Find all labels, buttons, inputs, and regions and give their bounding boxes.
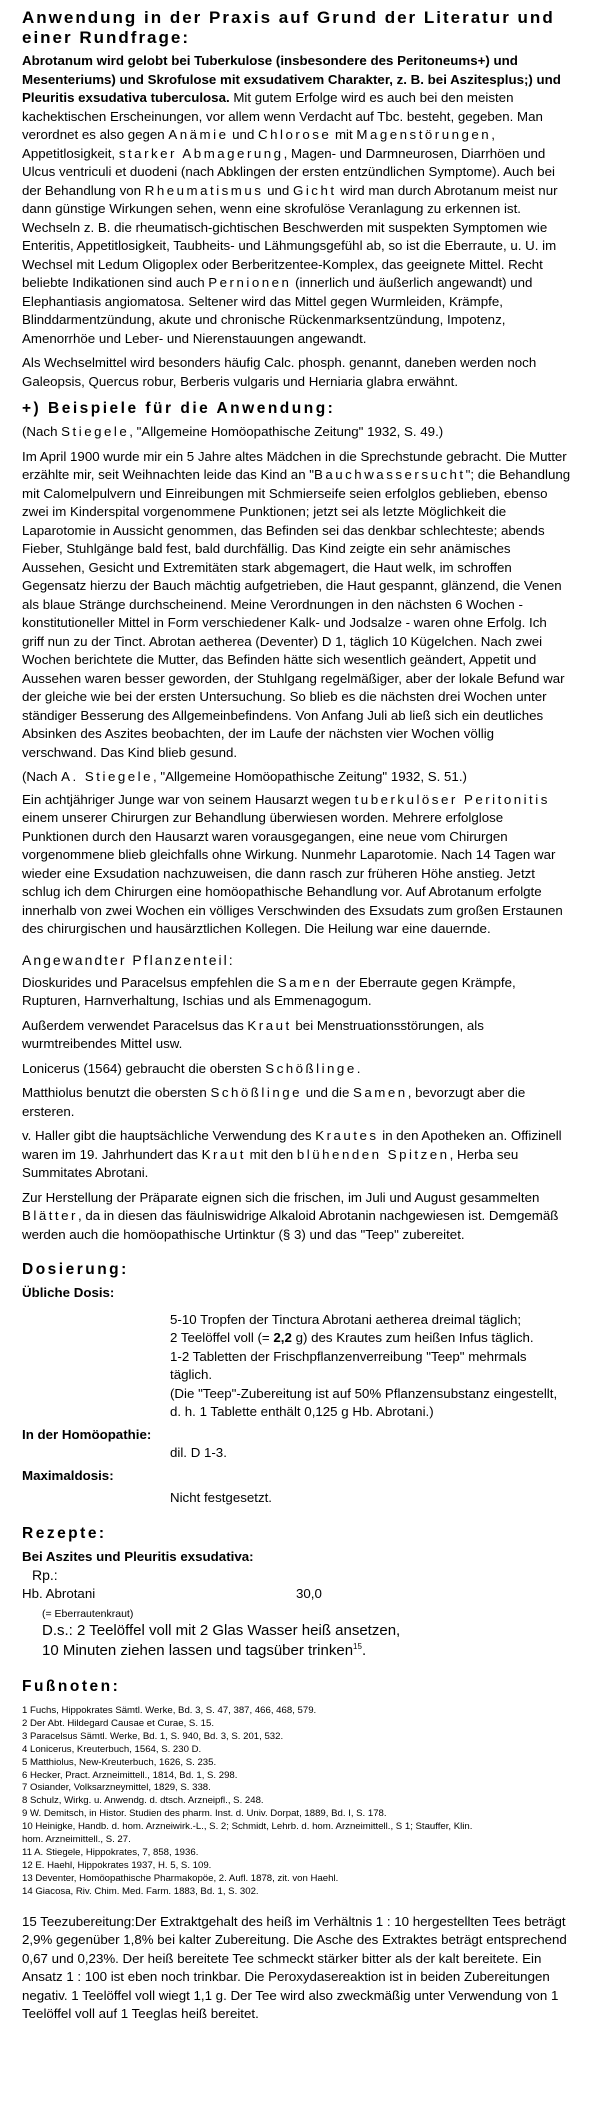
spaced-emphasis: Schößlinge [210,1085,303,1100]
pflanzenteil-p1 [22,974,571,1011]
dose-line-2-bold: 2,2 [273,1330,292,1345]
footnote-item: 9 W. Demitsch, in Histor. Studien des pharm. Inst. d. Univ. Dorpat, 1889, Bd. I, S. 178. [22,1808,387,1820]
spaced-emphasis: Gicht [293,182,337,198]
case1-reference [22,423,571,442]
homoeopathie-label: In der Homöopathie: [22,1426,152,1442]
maximaldosis-label: Maximaldosis: [22,1467,114,1483]
rezept-rp: Rp.: [32,1567,58,1583]
dose-line-2 [170,1329,571,1348]
text-run: wird man durch Abrotanum meist nur dann günstige Wirkungen sehen, wenn eine skrofulöse Veranlagung zu erkennen ist. Wechseln z. B. die rheumatisch-gichtischen Beschwerden mit suspekten Symptomen wie Enteritis, Appetitlosigkeit, Taubheits- und Lähmungsgefühl ab, so ist die Eberraute, u. U. im Wechsel mit Ledum Oligoplex oder Berberitzentee-Komplex, das geeignete Mittel. Recht beliebte Indikationen sind auch [22,182,558,290]
dose-line-2-a: 2 Teelöffel voll (= [170,1330,274,1345]
text-run: (Nach [22,424,62,439]
ubliche-dosis-values [170,1311,571,1422]
rezept-ds-line-2-end: . [361,1642,367,1659]
footnote-item: 4 Lonicerus, Kreuterbuch, 1564, S. 230 D. [22,1743,202,1755]
pflanzenteil-p2 [22,1017,571,1054]
text-run: v. Haller gibt die hauptsächliche Verwendung des [22,1128,316,1143]
footnote-item: 7 Osiander, Volksarzneymittel, 1829, S. 338. [22,1782,211,1794]
spaced-emphasis: Samen [277,974,333,990]
spaced-emphasis: A. Stiegele [61,769,153,784]
dose-line-3: 1-2 Tabletten der Frischpflanzenverreibung "Teep" mehrmals täglich. [170,1348,527,1382]
text-run: . [356,1060,361,1076]
rezept-ds-line-2-text: 10 Minuten ziehen lassen und tagsüber trinken [42,1642,354,1659]
footnote-item: 6 Hecker, Pract. Arzneimittell., 1814, Bd. 1, S. 298. [22,1769,238,1781]
text-run: , da in diesen das fäulniswidrige Alkaloid Abrotanin nachgewiesen ist. Demgemäß werden auch die homöopathische Urtinktur (§ 3) und das "Teep" zubereitet. [22,1208,559,1242]
text-run: und die [302,1085,354,1100]
spaced-emphasis: Kraut [201,1146,246,1162]
text-run: Matthiolus benutzt die obersten [22,1085,211,1100]
rezept-item-row [22,1585,571,1604]
dose-line-1: 5-10 Tropfen der Tinctura Abrotani aetherea dreimal täglich; [170,1311,522,1327]
footnote-list [22,1705,571,1899]
spaced-emphasis: starker Abmagerung [118,145,284,161]
case2-reference [22,768,571,787]
maximaldosis-value: Nicht festgesetzt. [170,1490,272,1505]
spaced-emphasis: Schößlinge [265,1060,357,1076]
spaced-emphasis: Stiegele [61,424,130,439]
pflanzenteil-p3 [22,1060,571,1079]
pflanzenteil-p4 [22,1084,571,1121]
spaced-emphasis: Pernionen [208,275,292,290]
text-run: einem unserer Chirurgen zur Behandlung überwiesen worden. Mehrere erfolglose Punktionen durch den Hausarzt waren vorausgegangen, eine neue vom Chirurgen vorgenommene blieb gleichfalls ohne Wirkung. Nunmehr Laparotomie. Nach 14 Tagen war wieder eine Exsudation nachzuweisen, die dann rasch zur früheren Höhe anstieg. Jetzt schlug ich dem Chirurgen eine homöopathische Behandlung vor. Auf Abrotanum erfolgte innerhalb von zwei Wochen ein völliges Verschwinden des Exsudats zum großen Erstaunen des chirurgischen und hausärztlichen Kollegen. Die Heilung war eine dauernde. [22,810,563,936]
pflanzenteil-p5 [22,1127,571,1183]
rezept-ds-line-2 [42,1641,571,1661]
spaced-emphasis: Rheumatismus [144,182,264,198]
footnote-item: 11 A. Stiegele, Hippokrates, 7, 858, 1936. [22,1846,199,1858]
rezept-subtitle: Bei Aszites und Pleuritis exsudativa: [22,1548,254,1564]
text-run: , Appetitlosigkeit, [22,127,495,161]
text-run: bei Menstruationsstörungen, als wurmtreibendes Mittel usw. [22,1017,484,1051]
spaced-emphasis: Chlorose [258,127,332,142]
case2-text [22,791,571,939]
section-title-anwendung: Anwendung in der Praxis auf Grund der Literatur und einer Rundfrage: [22,8,555,47]
rezept-amount: 30,0 [296,1585,322,1601]
text-run: Mit gutem Erfolge wird es auch bei den meisten kachektischen Erscheinungen, vor allem wenn Verdacht auf Tbc. besteht, gegeben. Man verordnet es also gegen [22,90,543,142]
text-run: und [263,182,293,198]
section-title-dosierung: Dosierung: [22,1261,129,1278]
footnote-item: 13 Deventer, Homöopathische Pharmakopöe, 2. Aufl. 1878, zit. von Haehl. [22,1872,339,1884]
homoeopathie-value: dil. D 1-3. [170,1445,227,1460]
footnote-item: 3 Paracelsus Sämtl. Werke, Bd. 1, S. 940, Bd. 3, S. 201, 532. [22,1730,284,1742]
wechselmittel-paragraph: Als Wechselmittel wird besonders häufig Calc. phosph. genannt, daneben werden noch Galeopsis, Quercus robur, Berberis vulgaris und Herniaria glabra erwähnt. [22,355,537,389]
spaced-emphasis: Samen [353,1085,408,1100]
text-run: Außerdem verwendet Paracelsus das [22,1017,248,1033]
case1-text [22,448,571,763]
spaced-emphasis: blühenden Spitzen [296,1146,450,1162]
text-run: in den Apotheken an. Offizinell waren im 19. Jahrhundert das [22,1128,562,1162]
text-run: (Nach [22,769,62,784]
footnote-15-teezubereitung: 15 Teezubereitung:Der Extraktgehalt des heiß im Verhältnis 1 : 10 hergestellten Tees beträgt 2,9% gegenüber 1,8% bei kalter Zubereitung. Die Asche des Extraktes beträgt entsprechend 0,67 und 0,23%. Der heiß bereitete Tee schmeckt stärker bitter als der kalt bereitete. Ein Ansatz 1 : 100 ist eben noch trinkbar. Die Peroxydasereaktion ist in beiden Zubereitungen negativ. 1 Teelöffel voll wiegt 1,1 g. Der Tee wird also zweckmäßig unter Verwendung von 1 Teelöffel voll auf 1 Teeglas heiß bereitet. [22,1913,567,2022]
section-title-pflanzenteil: Angewandter Pflanzenteil: [22,951,235,968]
text-run: , "Allgemeine Homöopathische Zeitung" 1932, S. 51.) [152,769,467,784]
dose-line-2-c: g) des Krautes zum heißen Infus täglich. [291,1330,534,1345]
spaced-emphasis: Magenstörungen [356,127,492,142]
rezept-note: (= Eberrautenkraut) [42,1608,134,1620]
footnote-item: 2 Der Abt. Hildegard Causae et Curae, S. 15. [22,1717,214,1729]
text-run: Lonicerus (1564) gebraucht die obersten [22,1060,266,1076]
section-title-fussnoten: Fußnoten: [22,1678,121,1695]
text-run: "; die Behandlung mit Calomelpulvern und Einreibungen mit Schmierseife seien erfolglos geblieben, ebenso zwei im Kinderspital vorgenommene Punktionen; jetzt sei als letzte Möglichkeit die Laparotomie in Aussicht genommen, das Befinden sei das denkbar schlechteste; abends Fieber, Stuhlgänge bald fest, bald durchfällig. Das Kind zeigte ein sehr anämisches Aussehen, Gesicht und Extremitäten stark abgemagert, die Haut welk, im schroffen Gegensatz hierzu der Bauch mächtig aufgetrieben, die Haut gespannt, glänzend, die Venen als blaue Stränge durchscheinend. Meine Verordnungen in den nächsten 6 Wochen - konstitutioneller Mittel in Form verschiedener Kalk- und Jodsalze - waren ohne Erfolg. Ich griff nun zu der Tinct. Abrotan aetherea (Deventer) D 1, täglich 10 Kügelchen. Nach zwei Wochen berichtete die Mutter, das Befinden hätte sich wesentlich geändert, Appetit und Aussehen waren besser geworden, der Stuhlgang regelmäßiger, aber der lokale Befund war der gleiche wie bei der ersten Untersuchung. So blieb es die nächsten drei Wochen unter ständiger Besserung des Allgemeinbefindens. Von Anfang Juli ab ließ sich ein deutliches Absinken des Aszites beobachten, der im Laufe der nächsten vier Wochen völlig verschwand. Das Kind blieb gesund. [22,467,571,760]
bold-run: Abrotanum wird gelobt bei Tuberkulose (insbesondere des Peritoneums+) und Mesenteriums) und Skrofulose mit exsudativem Charakter, z. B. bei Aszitesplus;) und Pleuritis exsudativa tuberculosa. [22,53,561,105]
text-run: , "Allgemeine Homöopathische Zeitung" 1932, S. 49.) [129,424,444,439]
footnote-item: 12 E. Haehl, Hippokrates 1937, H. 5, S. 109. [22,1859,212,1871]
anwendung-paragraph [22,52,571,348]
dose-line-4: (Die "Teep"-Zubereitung ist auf 50% Pflanzensubstanz eingestellt, d. h. 1 Tablette enthält 0,125 g Hb. Abrotani.) [170,1385,558,1419]
text-run: Zur Herstellung der Präparate eignen sich die frischen, im Juli und August gesammelten [22,1189,540,1205]
text-run: Ein achtjähriger Junge war von seinem Hausarzt wegen [22,791,355,807]
text-run: mit [331,127,357,142]
text-run: der Eberraute gegen Krämpfe, Rupturen, Harnverhaltung, Ischias und als Emmenagogum. [22,974,516,1008]
text-run: (innerlich und äußerlich angewandt) und Elephantiasis angiomatosa. Seltener wird das Mittel gegen Wurmleiden, Krämpfe, Blinddarmentzündung, akute und chronische Rückenmarksentzündung, Impotenz, Amenorrhöe und Leber- und Nierenstauungen angewandt. [22,275,533,346]
footnote-item: 10 Heinigke, Handb. d. hom. Arzneiwirk.-L., S. 2; Schmidt, Lehrb. d. hom. Arzneimittell., S 1; Stauffer, Klin. [22,1821,473,1833]
spaced-emphasis: Kraut [247,1017,292,1033]
pflanzenteil-p6 [22,1189,571,1245]
text-run: Dioskurides und Paracelsus empfehlen die [22,974,278,990]
spaced-emphasis: Anämie [168,127,229,142]
spaced-emphasis: Bauchwassersucht [314,467,466,482]
text-run: , Magen- und Darmneurosen, Diarrhöen und Ulcus ventriculi et duodeni (nach Abklingen der ersten entzündlichen Symptome). Auch bei der Behandlung von [22,145,555,198]
spaced-emphasis: tuberkulöser Peritonitis [354,791,550,807]
footnote-item: 5 Matthiolus, New-Kreuterbuch, 1626, S. 235. [22,1756,217,1768]
footnote-item: hom. Arzneimittell., S. 27. [22,1834,131,1846]
footnote-item: 8 Schulz, Wirkg. u. Anwendg. d. dtsch. Arzneipfl., S. 248. [22,1795,264,1807]
text-run: Im April 1900 wurde mir ein 5 Jahre altes Mädchen in die Sprechstunde gebracht. Die Mutter erzählte mir, seit Weihnachten leide das Kind an " [22,448,567,482]
footnote-ref-15[interactable]: 15 [353,1642,362,1651]
spaced-emphasis: Krautes [315,1128,379,1143]
footnote-item: 1 Fuchs, Hippokrates Sämtl. Werke, Bd. 3, S. 47, 387, 466, 468, 579. [22,1705,317,1716]
footnote-item: 14 Giacosa, Riv. Chim. Med. Farm. 1883, Bd. 1, S. 302. [22,1885,259,1897]
section-title-rezepte: Rezepte: [22,1524,107,1542]
text-run: und [228,127,259,142]
spaced-emphasis: Blätter [22,1208,78,1223]
rezept-item: Hb. Abrotani [22,1585,96,1601]
text-run: mit den [245,1146,297,1162]
section-title-beispiele: +) Beispiele für die Anwendung: [22,400,336,417]
rezept-ds-line-1: D.s.: 2 Teelöffel voll mit 2 Glas Wasser heiß ansetzen, [42,1622,401,1639]
text-run: , Herba seu Summitates Abrotani. [22,1146,519,1180]
ubliche-dosis-label: Übliche Dosis: [22,1285,115,1300]
text-run: , bevorzugt aber die ersteren. [22,1085,526,1119]
